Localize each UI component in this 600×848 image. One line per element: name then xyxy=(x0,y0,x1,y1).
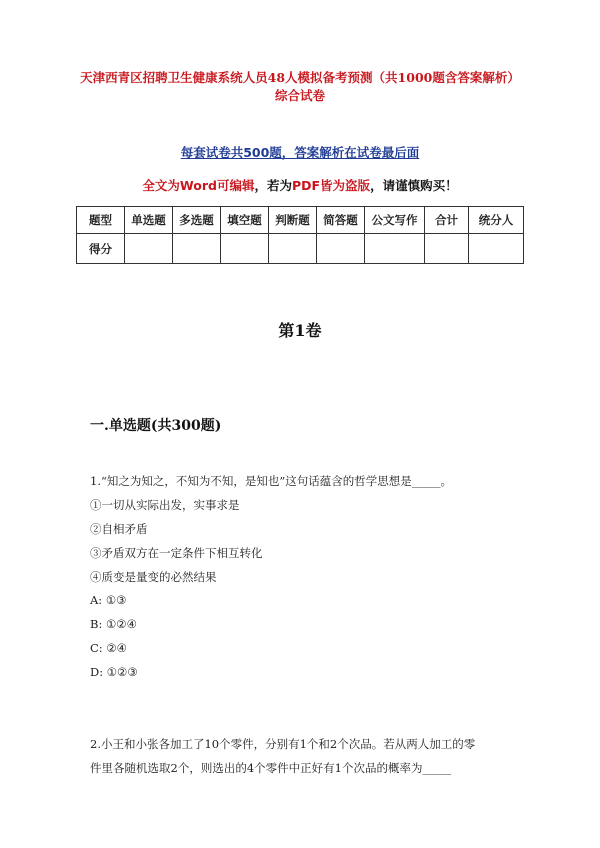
piracy-notice: PDF皆为盗版 xyxy=(291,178,371,193)
header-cell: 单选题 xyxy=(125,207,173,234)
header-cell: 统分人 xyxy=(469,207,524,234)
question-2-stem-line1: 2.小王和小张各加工了10个零件，分别有1个和2个次品。若从两人加工的零 xyxy=(90,737,476,751)
option-d: D: ①②③ xyxy=(90,665,138,679)
header-cell: 简答题 xyxy=(317,207,365,234)
statement-item: ④质变是量变的必然结果 xyxy=(90,570,217,584)
question-1-stem: 1.“知之为知之，不知为不知，是知也”这句话蕴含的哲学思想是_____。 xyxy=(90,474,452,488)
volume-title: 第1卷 xyxy=(278,321,322,340)
editable-notice: 全文为Word可编辑 xyxy=(142,178,255,193)
header-cell: 公文写作 xyxy=(365,207,425,234)
exam-title: 天津西青区招聘卫生健康系统人员48人模拟备考预测（共1000题含答案解析） xyxy=(80,70,520,85)
statement-item: ①一切从实际出发，实事求是 xyxy=(90,498,240,512)
copyright-notice: 全文为Word可编辑，若为PDF皆为盗版，请谨慎购买！ xyxy=(142,178,458,193)
exam-subtitle: 综合试卷 xyxy=(274,88,325,103)
score-cell xyxy=(317,234,365,264)
answer-notice-link[interactable]: 每套试卷共500题，答案解析在试卷最后面 xyxy=(180,145,420,160)
header-cell: 填空题 xyxy=(221,207,269,234)
score-table-score-row xyxy=(77,234,524,264)
score-cell xyxy=(221,234,269,264)
score-cell xyxy=(173,234,221,264)
statement-item: ③矛盾双方在一定条件下相互转化 xyxy=(90,546,263,560)
option-a: A: ①③ xyxy=(90,593,127,607)
score-cell xyxy=(425,234,469,264)
score-cell xyxy=(365,234,425,264)
header-cell: 题型 xyxy=(77,207,125,234)
score-cell xyxy=(125,234,173,264)
score-table xyxy=(76,206,524,264)
score-cell xyxy=(469,234,524,264)
score-cell xyxy=(269,234,317,264)
option-b: B: ①②④ xyxy=(90,617,137,631)
score-table-header-row xyxy=(77,207,524,234)
option-c: C: ②④ xyxy=(90,641,127,655)
statement-item: ②自相矛盾 xyxy=(90,522,148,536)
section-title: 一.单选题(共300题) xyxy=(90,418,222,434)
header-cell: 合计 xyxy=(425,207,469,234)
header-cell: 多选题 xyxy=(173,207,221,234)
score-row-label: 得分 xyxy=(77,234,125,264)
header-cell: 判断题 xyxy=(269,207,317,234)
question-2-stem-line2: 件里各随机选取2个，则选出的4个零件中正好有1个次品的概率为_____ xyxy=(90,761,452,775)
